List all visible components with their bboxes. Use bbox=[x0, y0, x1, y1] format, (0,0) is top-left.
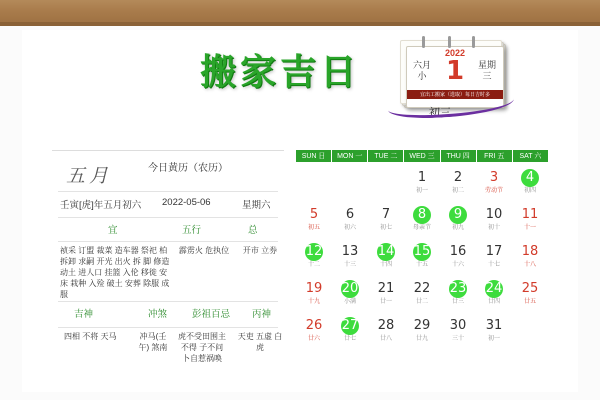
calendar-empty-cell bbox=[296, 168, 332, 205]
calendar-day-lunar: 十八 bbox=[523, 262, 536, 268]
calendar-day-number: 17 bbox=[485, 244, 503, 259]
calendar-day-cell[interactable] bbox=[476, 316, 512, 353]
almanac-yi-text: 祯采 订盟 裁菜 造车器 祭祀 柏 拆卸 求嗣 开光 出火 拆 脚 修造 动土 进人口 挂篮 入伦 移徙 安床 栽种 入殓 破土 安葬 除服 成服 bbox=[60, 246, 170, 299]
divider bbox=[58, 301, 278, 302]
calendar-day-number: 4 bbox=[521, 169, 539, 187]
calendar-day-number: 11 bbox=[521, 207, 539, 222]
calendar-weekday-header bbox=[296, 150, 548, 162]
calendar-day-cell[interactable] bbox=[476, 279, 512, 316]
calendar-day-cell[interactable] bbox=[332, 242, 368, 279]
top-wood-band bbox=[0, 0, 600, 26]
calendar-day-number: 24 bbox=[485, 281, 503, 296]
calendar-day-number: 19 bbox=[305, 281, 323, 296]
calendar-day-number: 16 bbox=[449, 244, 467, 259]
calendar-day-lunar: 初九 bbox=[451, 225, 464, 231]
calendar-day-cell[interactable] bbox=[404, 168, 440, 205]
calendar-day-lunar: 十三 bbox=[343, 262, 356, 268]
binding-ring-icon bbox=[422, 36, 425, 48]
calendar-day-lunar: 廿四 bbox=[487, 299, 500, 305]
binding-ring-icon bbox=[472, 36, 475, 48]
calendar-day-cell[interactable] bbox=[404, 316, 440, 353]
calendar-day-number bbox=[305, 168, 323, 186]
divider bbox=[58, 241, 278, 242]
calendar-day-cell[interactable] bbox=[476, 205, 512, 242]
calendar-day-grid bbox=[296, 168, 548, 353]
calendar-day-lunar: 廿五 bbox=[523, 299, 536, 305]
calendar-day-number: 12 bbox=[305, 244, 323, 259]
calendar-day-cell[interactable] bbox=[368, 316, 404, 353]
calendar-day-lunar: 十七 bbox=[487, 262, 500, 268]
almanac-pengzu-text: 虎不受田围主 不得 子不问 卜自惹祸唤 bbox=[178, 332, 226, 363]
almanac-head-yi: 宜 bbox=[108, 225, 118, 236]
calendar-day-number: 26 bbox=[305, 318, 323, 333]
almanac-weekday: 星期六 bbox=[242, 200, 271, 211]
calendar-day-number: 25 bbox=[521, 281, 539, 296]
calendar-day-lunar: 十五 bbox=[415, 262, 428, 268]
calendar-day-number bbox=[341, 168, 359, 186]
calendar-weekday-2: TUE 二 bbox=[368, 150, 404, 162]
tearoff-month-size: 小 bbox=[417, 71, 427, 81]
calendar-day-number: 27 bbox=[341, 318, 359, 333]
divider bbox=[58, 191, 278, 192]
almanac-head-jishen: 吉神 bbox=[74, 309, 94, 320]
calendar-day-cell[interactable] bbox=[512, 205, 548, 242]
calendar-day-cell[interactable] bbox=[440, 279, 476, 316]
tearoff-week-text: 星期 bbox=[477, 60, 496, 70]
calendar-day-cell[interactable] bbox=[368, 205, 404, 242]
calendar-day-cell[interactable] bbox=[296, 242, 332, 279]
calendar-day-cell[interactable] bbox=[332, 205, 368, 242]
tearoff-month-text: 六月 bbox=[412, 60, 431, 70]
calendar-day-cell[interactable] bbox=[476, 242, 512, 279]
calendar-day-cell[interactable] bbox=[368, 242, 404, 279]
calendar-day-number: 29 bbox=[413, 318, 431, 333]
calendar-weekday-3: WED 三 bbox=[404, 150, 440, 162]
calendar-day-cell[interactable] bbox=[512, 242, 548, 279]
calendar-weekday-6: SAT 六 bbox=[513, 150, 548, 162]
calendar-day-number: 10 bbox=[485, 207, 503, 222]
calendar-weekday-1: MON 一 bbox=[332, 150, 368, 162]
almanac-today-header: 今日黄历（农历） bbox=[148, 163, 228, 174]
calendar-day-cell[interactable] bbox=[332, 316, 368, 353]
calendar-day-number: 13 bbox=[341, 244, 359, 259]
calendar-day-lunar: 初五 bbox=[307, 225, 320, 231]
calendar-day-cell[interactable] bbox=[512, 168, 548, 205]
calendar-day-cell[interactable] bbox=[512, 279, 548, 316]
binding-ring-icon bbox=[448, 36, 451, 48]
calendar-day-number: 20 bbox=[341, 281, 359, 296]
calendar-day-lunar: 十六 bbox=[451, 262, 464, 268]
almanac-head-pengzu: 彭祖百忌 bbox=[192, 309, 231, 320]
calendar-day-lunar: 初一 bbox=[415, 188, 428, 194]
calendar-day-number: 21 bbox=[377, 281, 395, 296]
calendar-day-lunar: 十一 bbox=[523, 225, 536, 231]
calendar-day-number: 2 bbox=[453, 170, 463, 185]
calendar-day-lunar: 初十 bbox=[487, 225, 500, 231]
calendar-day-cell[interactable] bbox=[296, 316, 332, 353]
calendar-weekday-0: SUN 日 bbox=[296, 150, 332, 162]
calendar-day-number: 22 bbox=[413, 281, 431, 296]
calendar-day-lunar: 三十 bbox=[451, 336, 464, 342]
calendar-day-lunar: 廿六 bbox=[307, 336, 320, 342]
calendar-day-lunar: 小满 bbox=[343, 299, 356, 305]
calendar-day-lunar: 初二 bbox=[451, 188, 464, 194]
page-title: 搬家吉日 bbox=[199, 52, 360, 93]
almanac-bingshen-text: 天吏 五虚 白虎 bbox=[237, 332, 283, 352]
calendar-day-number: 15 bbox=[413, 244, 431, 259]
calendar-day-lunar: 廿九 bbox=[415, 336, 428, 342]
almanac-month: 五月 bbox=[66, 166, 113, 187]
calendar-day-number: 3 bbox=[489, 170, 499, 185]
calendar-day-number: 9 bbox=[449, 206, 467, 224]
calendar-day-lunar: 廿一 bbox=[379, 299, 392, 305]
calendar-day-cell[interactable] bbox=[440, 205, 476, 242]
almanac-chongsha-text: 冲马(壬午) 煞南 bbox=[138, 332, 168, 352]
almanac-jishen-text: 四相 不将 天马 bbox=[64, 332, 117, 341]
calendar-day-lunar: 十二 bbox=[307, 262, 320, 268]
calendar-day-lunar: 劳动节 bbox=[484, 188, 503, 194]
calendar-day-lunar: 廿三 bbox=[451, 299, 464, 305]
calendar-day-cell[interactable] bbox=[296, 205, 332, 242]
calendar-day-lunar: 十四 bbox=[379, 262, 392, 268]
calendar-day-lunar: 初七 bbox=[379, 225, 392, 231]
almanac-head-bingshen: 丙神 bbox=[252, 309, 272, 320]
almanac-head-chong: 总 bbox=[248, 225, 258, 236]
month-calendar bbox=[296, 150, 548, 370]
calendar-day-cell[interactable] bbox=[440, 168, 476, 205]
calendar-day-number: 31 bbox=[485, 318, 503, 333]
calendar-weekday-4: THU 四 bbox=[441, 150, 477, 162]
calendar-empty-cell bbox=[512, 316, 548, 353]
calendar-day-lunar: 初一 bbox=[487, 336, 500, 342]
tearoff-day-number: 1 bbox=[445, 56, 465, 86]
calendar-day-lunar: 廿八 bbox=[379, 336, 392, 342]
tearoff-calendar bbox=[392, 36, 508, 119]
calendar-day-lunar: 初六 bbox=[343, 225, 356, 231]
almanac-card bbox=[52, 150, 284, 366]
calendar-day-number: 6 bbox=[345, 207, 355, 222]
calendar-empty-cell bbox=[368, 168, 404, 205]
almanac-head-wuxing: 五行 bbox=[182, 225, 202, 236]
calendar-day-cell[interactable] bbox=[404, 205, 440, 242]
calendar-day-lunar: 母亲节 bbox=[412, 225, 431, 231]
calendar-day-cell[interactable] bbox=[368, 279, 404, 316]
tearoff-lunar-day: 初三 bbox=[429, 107, 451, 119]
tearoff-year: 2022 bbox=[444, 48, 466, 58]
almanac-ganzhi: 壬寅[虎]年五月初六 bbox=[60, 200, 142, 211]
calendar-weekday-5: FRI 五 bbox=[477, 150, 513, 162]
calendar-day-cell[interactable] bbox=[332, 279, 368, 316]
calendar-day-cell[interactable] bbox=[296, 279, 332, 316]
calendar-empty-cell bbox=[332, 168, 368, 205]
calendar-day-lunar: 廿七 bbox=[343, 336, 356, 342]
calendar-day-number: 14 bbox=[377, 244, 395, 259]
calendar-day-number: 28 bbox=[377, 318, 395, 333]
calendar-day-cell[interactable] bbox=[404, 279, 440, 316]
calendar-day-number: 5 bbox=[309, 207, 319, 222]
tearoff-red-banner: 宜出工搬家（选取）每日吉时多 bbox=[407, 90, 503, 99]
calendar-day-cell[interactable] bbox=[440, 316, 476, 353]
calendar-day-number: 18 bbox=[521, 244, 539, 259]
almanac-head-chongsha: 冲煞 bbox=[148, 309, 168, 320]
calendar-day-number bbox=[521, 316, 539, 334]
divider bbox=[58, 327, 278, 328]
calendar-day-number: 8 bbox=[413, 206, 431, 224]
calendar-day-number bbox=[377, 168, 395, 186]
calendar-day-cell[interactable] bbox=[476, 168, 512, 205]
calendar-day-number: 30 bbox=[449, 318, 467, 333]
calendar-day-cell[interactable] bbox=[404, 242, 440, 279]
calendar-day-lunar: 初四 bbox=[523, 188, 536, 194]
calendar-day-lunar: 廿二 bbox=[415, 299, 428, 305]
calendar-day-number: 7 bbox=[381, 207, 391, 222]
tearoff-week-day: 三 bbox=[482, 71, 492, 81]
calendar-day-lunar: 十九 bbox=[307, 299, 320, 305]
almanac-chong-text: 开市 立券 bbox=[242, 246, 278, 255]
calendar-day-cell[interactable] bbox=[440, 242, 476, 279]
almanac-date: 2022-05-06 bbox=[162, 197, 211, 208]
almanac-wuxing-text: 霹雳火 危执位 bbox=[178, 246, 230, 255]
calendar-day-number: 23 bbox=[449, 281, 467, 296]
divider bbox=[58, 217, 278, 218]
calendar-day-number: 1 bbox=[417, 170, 427, 185]
